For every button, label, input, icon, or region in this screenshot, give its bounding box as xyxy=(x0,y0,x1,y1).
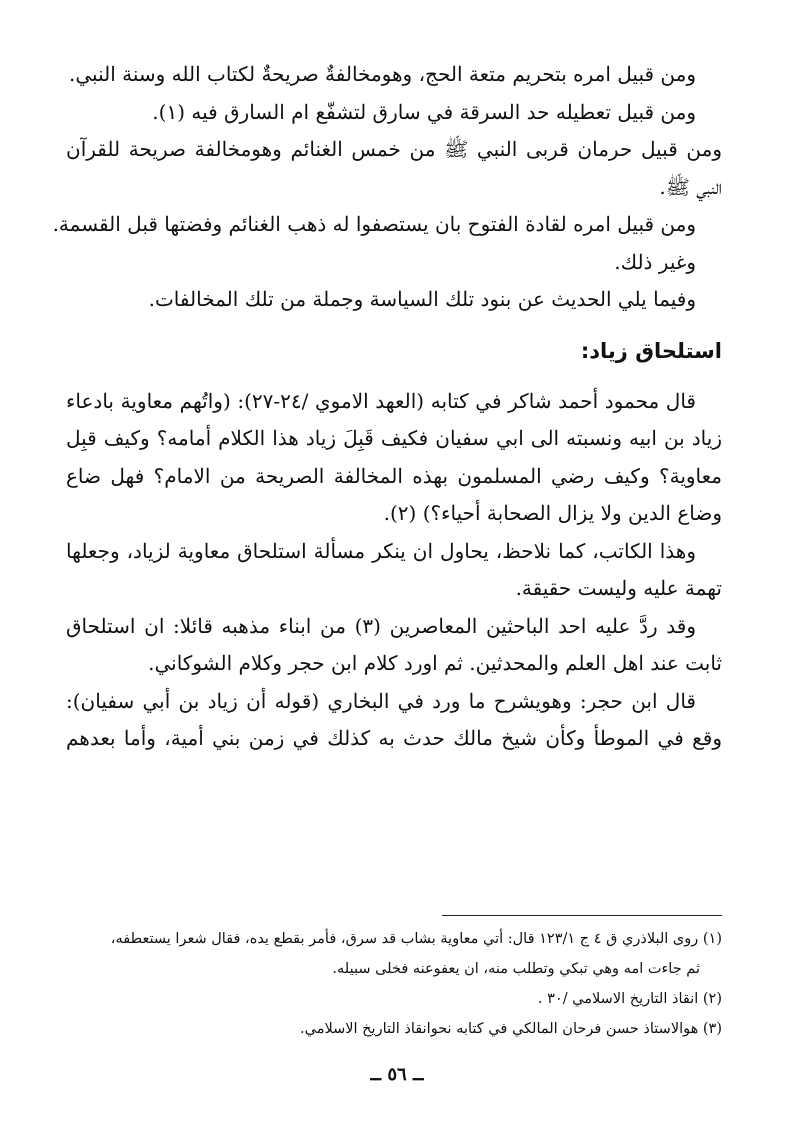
footnote-line: (١) روى البلاذري ق ٤ ج ١٢٣/١ قال: أتي معاوية بشاب قد سرق، فأمر بقطع يده، فقال شعرا يستعطفه، xyxy=(110,931,722,947)
paragraph-line: قال محمود أحمد شاكر في كتابه (العهد الاموي /٢٤-٢٧): (واتُهم معاوية بادعاء xyxy=(66,388,696,413)
paragraph-line: ومن قبيل تعطيله حد السرقة في سارق لتشفّع ام السارق فيه (١). xyxy=(152,99,696,124)
footnote-line: (٣) هوالاستاذ حسن فرحان المالكي في كتابه نحوانقاذ التاريخ الاسلامي. xyxy=(300,1021,722,1037)
page-number: ــ ٥٦ ــ xyxy=(370,1064,424,1085)
paragraph-line: ومن قبيل امره لقادة الفتوح بان يستصفوا له ذهب الغنائم وفضتها قبل القسمة. xyxy=(52,212,696,236)
body-text xyxy=(52,56,722,758)
paragraph-line: ثابت عند اهل العلم والمحدثين. ثم اورد كلام ابن حجر وكلام الشوكاني. xyxy=(148,651,722,675)
paragraph-line: وغير ذلك. xyxy=(614,249,696,274)
paragraph-line: وضاع الدين ولا يزال الصحابة أحياء؟) (٢). xyxy=(383,501,722,525)
paragraph-line: ومن قبيل حرمان قربى النبي ﷺ من خمس الغنائم وهومخالفة صريحة للقرآن xyxy=(66,137,722,161)
footnote-line: (٢) انقاذ التاريخ الاسلامي /٣٠ . xyxy=(537,991,722,1007)
paragraph-line: وفيما يلي الحديث عن بنود تلك السياسة وجملة من تلك المخالفات. xyxy=(148,287,696,311)
paragraph-line: النبي ﷺ. xyxy=(659,174,722,199)
paragraph-line: وقع في الموطأ وكأن شيخ مالك حدث به كذلك في زمن بني أمية، وأما بعدهم xyxy=(66,726,722,750)
footnote-divider xyxy=(442,915,722,916)
paragraph-line: قال ابن حجر: وهويشرح ما ورد في البخاري (قوله أن زياد بن أبي سفيان): xyxy=(66,688,696,713)
footnote-line: ثم جاءت امه وهي تبكي وتطلب منه، ان يعفوعنه فخلى سبيله. xyxy=(332,961,700,977)
paragraph-line: تهمة عليه وليست حقيقة. xyxy=(515,576,722,600)
footnotes xyxy=(66,915,722,1044)
paragraph-line: زياد بن ابيه ونسبته الى ابي سفيان فكيف قَبِلَ زياد هذا الكلام أمامه؟ وكيف قبِل xyxy=(66,426,722,450)
section-heading: استلحاق زياد: xyxy=(580,338,722,363)
paragraph-line: وقد ردَّ عليه احد الباحثين المعاصرين (٣) من ابناء مذهبه قائلا: ان استلحاق xyxy=(66,613,696,638)
paragraph-line: وهذا الكاتب، كما نلاحظ، يحاول ان ينكر مسألة استلحاق معاوية لزياد، وجعلها xyxy=(66,538,696,563)
paragraph-line: معاوية؟ وكيف رضي المسلمون بهذه المخالفة الصريحة من الامام؟ فهل ضاع xyxy=(66,463,722,488)
paragraph-line: ومن قبيل امره بتحريم متعة الحج، وهومخالفةٌ صريحةٌ لكتاب الله وسنة النبي. xyxy=(69,62,696,86)
